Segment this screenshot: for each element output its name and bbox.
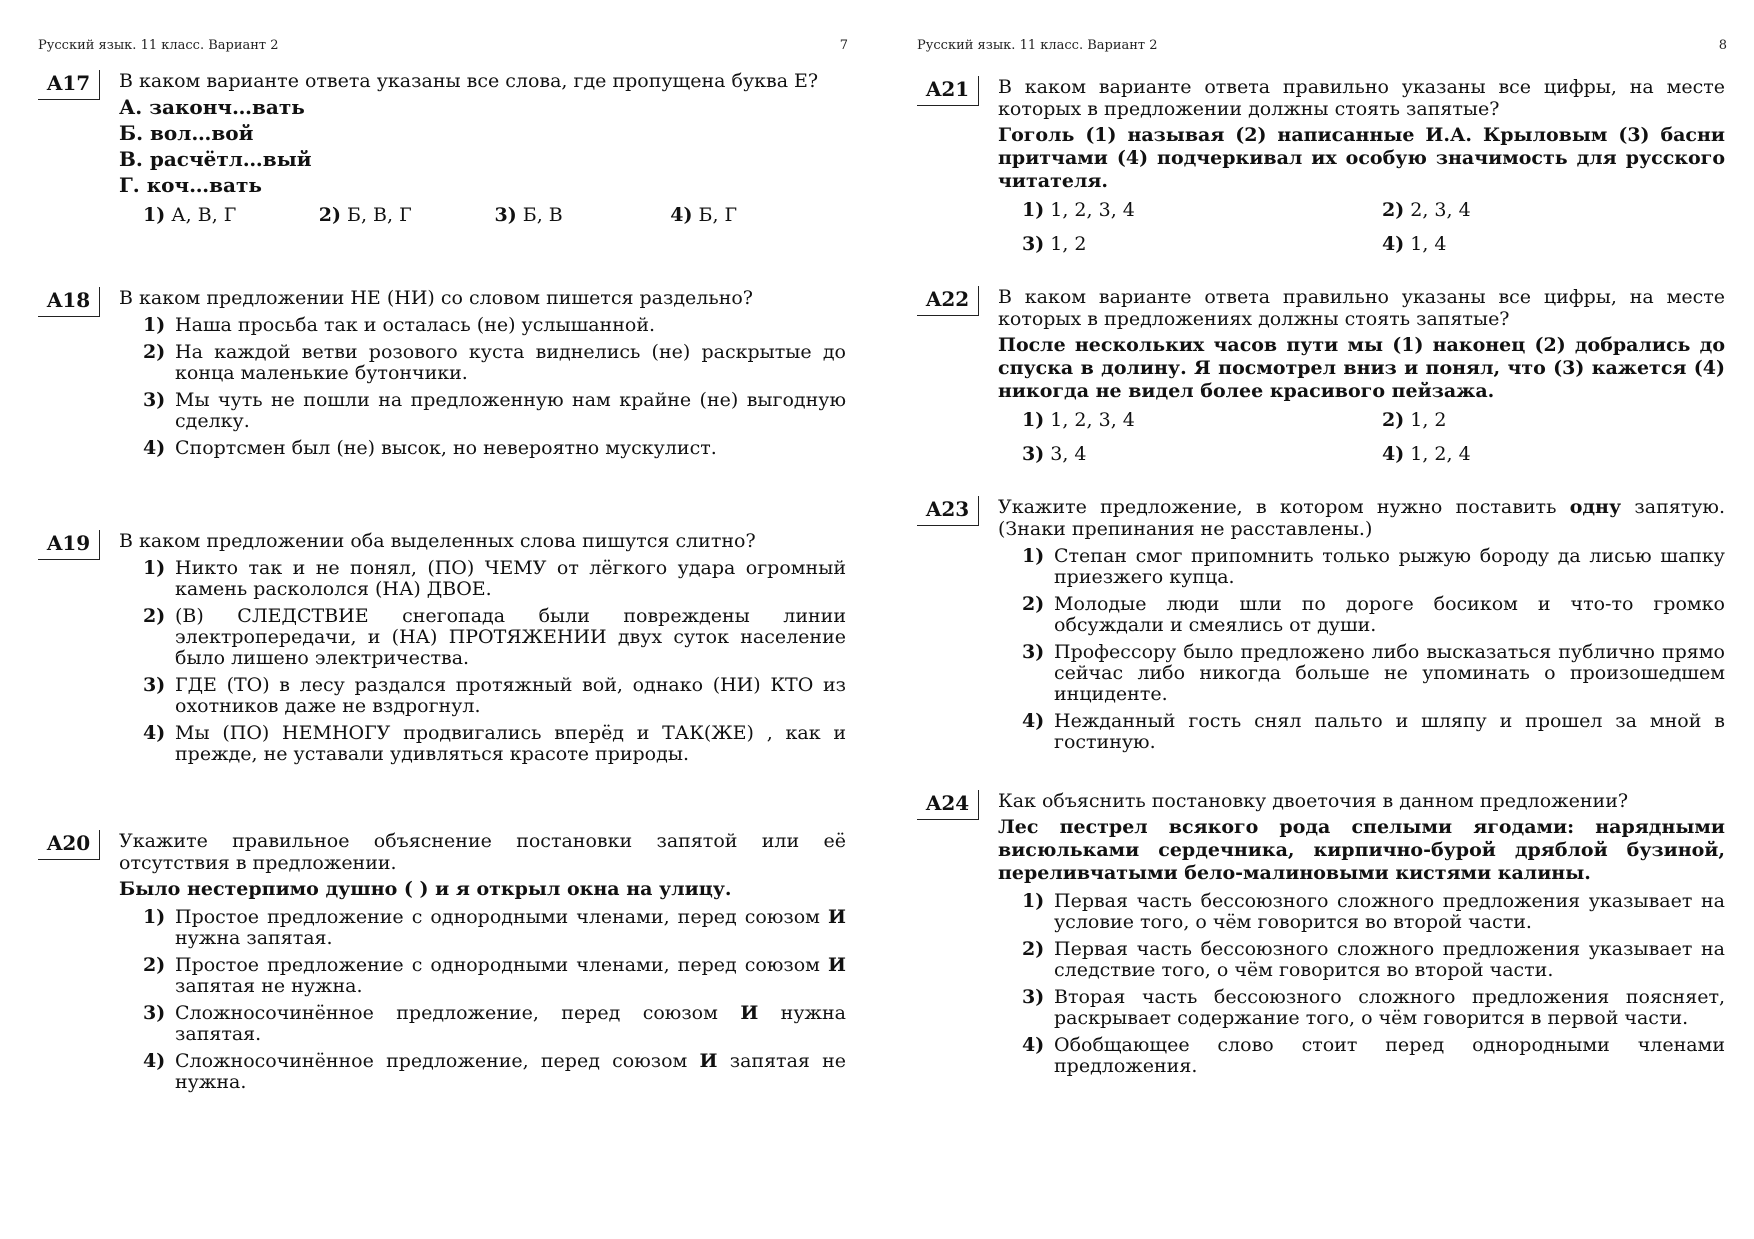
answer-option [119,723,846,765]
word-list [119,94,846,198]
option-number: 3) [1022,641,1045,663]
option-number: 2) [143,605,166,627]
word-item: Г. коч…вать [119,173,262,197]
option-text: 1, 2, 3, 4 [1050,199,1135,221]
answer-option [119,1051,846,1093]
answer-options [998,199,1725,255]
task-sentence: Было нестерпимо душно ( ) и я открыл окна на улицу. [119,878,732,900]
option-text: Простое предложение с однородными членами, перед союзом И запятая не нужна. [175,954,846,997]
answer-options [998,891,1725,1077]
option-text: ГДЕ (ТО) в лесу раздался протяжный вой, однако (НИ) КТО из охотников даже не вздрогнул. [175,674,846,717]
option-text: Сложносочинённое предложение, перед союзом И запятая не нужна. [175,1050,847,1093]
answer-option [119,907,846,949]
answer-option [143,204,319,226]
task-sentence: После нескольких часов пути мы (1) наконец (2) добрались до спуска в долину. Я посмотрел вниз и понял, что (3) кажется (4) никогда не видел более красивого пейзажа. [998,334,1725,402]
answer-options [119,204,846,226]
option-number: 3) [1022,986,1045,1008]
task-a19 [38,530,846,765]
option-text: Профессору было предложено либо высказаться публично прямо сейчас либо никогда больше не упоминать о произошедшем инциденте. [1054,641,1725,705]
task-a20 [38,830,846,1093]
option-number: 2) [143,341,166,363]
conjunction-keyword: И [828,954,846,976]
task-id: A24 [917,790,979,820]
page-number: 7 [839,38,848,53]
task-a24 [917,790,1725,1077]
task-id: A22 [917,286,979,316]
option-number: 2) [1022,593,1045,615]
option-text: Наша просьба так и осталась (не) услышанной. [175,314,656,336]
option-number: 1) [1022,545,1045,567]
option-text: А, В, Г [171,204,237,226]
answer-option [1382,409,1742,431]
answer-option [1382,199,1742,221]
option-text: Вторая часть бессоюзного сложного предложения поясняет, раскрывает содержание того, о чём говорится в первой части. [1054,986,1725,1029]
answer-options [119,558,846,765]
task-id: A20 [38,830,100,860]
option-text: Простое предложение с однородными членами, перед союзом И нужна запятая. [175,906,846,949]
option-number: 1) [1022,409,1045,431]
option-text: Мы чуть не пошли на предложенную нам крайне (не) выгодную сделку. [175,389,846,432]
option-number: 2) [318,204,341,226]
answer-option [998,642,1725,705]
answer-option [998,939,1725,981]
answer-option [119,606,846,669]
task-id: A18 [38,287,100,317]
option-number: 4) [143,437,166,459]
answer-option [495,204,671,226]
option-text: Первая часть бессоюзного сложного предложения указывает на следствие того, о чём говорится во второй части. [1054,938,1725,981]
task-a21 [917,76,1725,255]
option-text: Сложносочинённое предложение, перед союзом И нужна запятая. [175,1002,846,1045]
task-id: A21 [917,76,979,106]
answer-option [998,711,1725,753]
task-question: Укажите предложение, в котором нужно поставить одну запятую. (Знаки препинания не расставлены.) [998,496,1726,540]
option-number: 3) [143,674,166,696]
page-number: 8 [1718,38,1727,53]
option-text: Б, В [522,204,563,226]
page-header [38,38,846,53]
option-text: 1, 2 [1410,409,1447,431]
word-item: А. законч…вать [119,95,305,119]
option-number: 1) [1022,890,1045,912]
answer-option [119,558,846,600]
task-question: В каком предложении НЕ (НИ) со словом пишется раздельно? [119,287,753,309]
option-text: Первая часть бессоюзного сложного предложения указывает на условие того, о чём говорится во второй части. [1054,890,1725,933]
answer-option [998,594,1725,636]
option-number: 2) [1382,409,1405,431]
answer-option [119,390,846,432]
answer-option [1382,233,1742,255]
option-text: Обобщающее слово стоит перед однородными членами предложения. [1054,1034,1725,1077]
option-number: 2) [1382,199,1405,221]
option-text: 1, 4 [1410,233,1447,255]
answer-option [998,1035,1725,1077]
conjunction-keyword: И [828,906,846,928]
answer-option [319,204,495,226]
option-text: 1, 2 [1050,233,1087,255]
option-number: 1) [143,204,166,226]
option-text: Нежданный гость снял пальто и шляпу и прошел за мной в гостиную. [1054,710,1725,753]
answer-option [119,438,846,459]
option-text: Мы (ПО) НЕМНОГУ продвигались вперёд и ТАК(ЖЕ) , как и прежде, не уставали удивляться красоте природы. [175,722,846,765]
option-number: 4) [670,204,693,226]
page-header [917,38,1725,53]
word-item: Б. вол…вой [119,121,254,145]
task-question: В каком варианте ответа указаны все слова, где пропущена буква Е? [119,70,819,92]
task-question: Как объяснить постановку двоеточия в данном предложении? [998,790,1629,812]
option-number: 1) [143,906,166,928]
task-question: В каком варианте ответа правильно указаны все цифры, на месте которых в предложениях должны стоять запятые? [998,286,1725,330]
option-text: Никто так и не понял, (ПО) ЧЕМУ от лёгкого удара огромный камень раскололся (НА) ДВОЕ. [175,557,846,600]
option-number: 4) [1382,233,1405,255]
answer-option [119,315,846,336]
answer-options [119,907,846,1093]
answer-option [1382,443,1742,465]
option-text: 2, 3, 4 [1410,199,1471,221]
option-text: На каждой ветви розового куста виднелись (не) раскрытые до конца маленькие бутончики. [175,341,846,384]
option-number: 1) [1022,199,1045,221]
option-number: 3) [1022,443,1045,465]
option-number: 3) [143,1002,166,1024]
task-a22 [917,286,1725,465]
answer-option [998,546,1725,588]
option-number: 4) [1382,443,1405,465]
answer-options [119,315,846,459]
option-text: Спортсмен был (не) высок, но невероятно мускулист. [175,437,717,459]
word-item: В. расчётл…вый [119,147,312,171]
task-question: В каком варианте ответа правильно указаны все цифры, на месте которых в предложении должны стоять запятые? [998,76,1725,120]
option-text: (В) СЛЕДСТВИЕ снегопада были повреждены линии электропередачи, и (НА) ПРОТЯЖЕНИИ двух суток население было лишено электричества. [175,605,846,669]
answer-options [998,546,1725,753]
option-number: 4) [143,1050,166,1072]
option-text: Б, Г [698,204,738,226]
answer-option [1022,199,1382,221]
option-number: 3) [494,204,517,226]
answer-options [998,409,1725,465]
answer-option [1022,409,1382,431]
option-number: 4) [1022,710,1045,732]
task-id: A19 [38,530,100,560]
task-id: A23 [917,496,979,526]
answer-option [119,1003,846,1045]
option-number: 1) [143,557,166,579]
answer-option [119,675,846,717]
option-text: Степан смог припомнить только рыжую бороду да лисью шапку приезжего купца. [1054,545,1725,588]
conjunction-keyword: И [740,1002,759,1024]
task-sentence: Гоголь (1) называя (2) написанные И.А. Крыловым (3) басни притчами (4) подчеркивал их особую значимость для русского читателя. [998,124,1725,192]
task-question: Укажите правильное объяснение постановки запятой или её отсутствия в предложении. [119,830,846,874]
option-number: 3) [1022,233,1045,255]
option-text: 3, 4 [1050,443,1087,465]
task-sentence: Лес пестрел всякого рода спелыми ягодами: нарядными висюльками сердечника, кирпично-бурой дряблой бузиной, переливчатыми бело-малиновыми кистями калины. [998,816,1725,884]
option-text: Молодые люди шли по дороге босиком и что-то громко обсуждали и смеялись от души. [1054,593,1725,636]
option-number: 1) [143,314,166,336]
answer-option [998,987,1725,1029]
answer-option [1022,443,1382,465]
answer-option [1022,233,1382,255]
task-question: В каком предложении оба выделенных слова пишутся слитно? [119,530,756,552]
option-text: 1, 2, 4 [1410,443,1471,465]
option-number: 2) [143,954,166,976]
header-title: Русский язык. 11 класс. Вариант 2 [917,38,1158,53]
option-text: Б, В, Г [347,204,412,226]
option-number: 3) [143,389,166,411]
option-text: 1, 2, 3, 4 [1050,409,1135,431]
question-keyword: одну [1569,496,1622,518]
option-number: 4) [1022,1034,1045,1056]
answer-option [119,955,846,997]
option-number: 4) [143,722,166,744]
task-id: A17 [38,70,100,100]
answer-option [119,342,846,384]
header-title: Русский язык. 11 класс. Вариант 2 [38,38,279,53]
task-a23 [917,496,1725,753]
answer-option [670,204,846,226]
answer-option [998,891,1725,933]
conjunction-keyword: И [699,1050,718,1072]
option-number: 2) [1022,938,1045,960]
task-a18 [38,287,846,459]
task-a17 [38,70,846,226]
